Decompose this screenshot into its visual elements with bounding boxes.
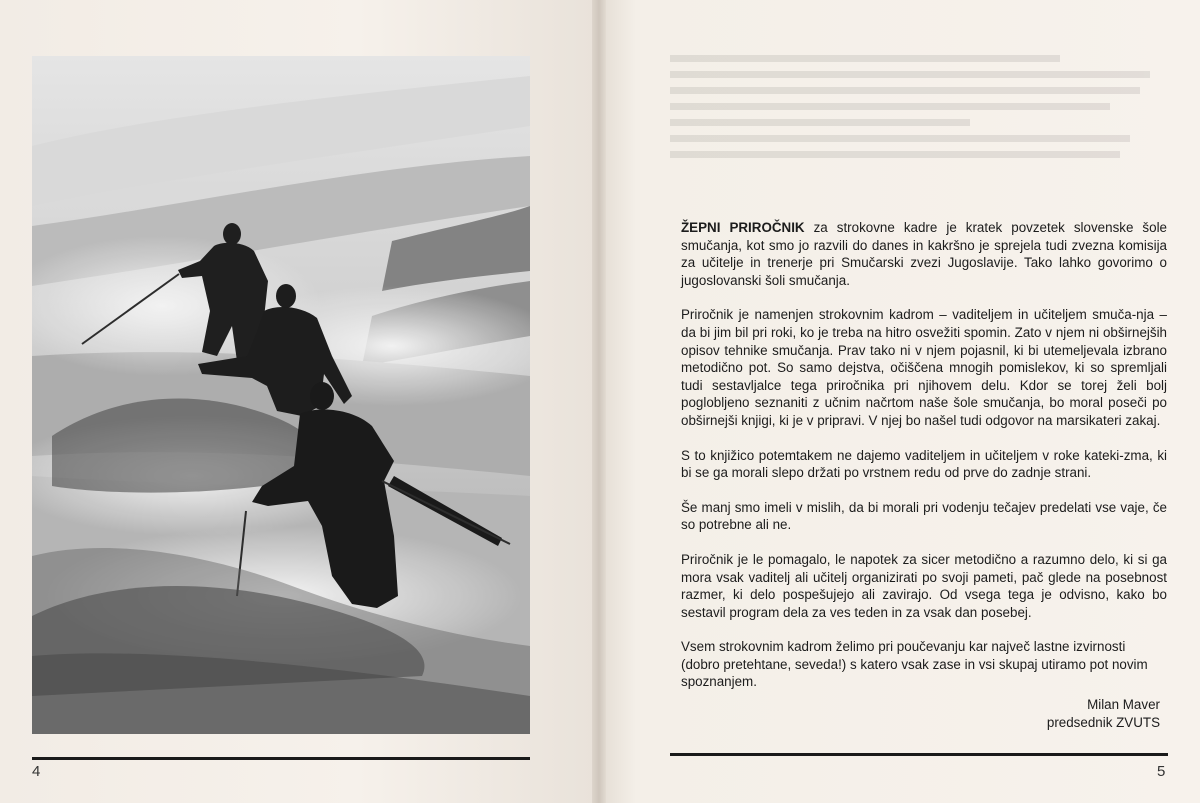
- signature-name: Milan Maver: [1087, 697, 1160, 712]
- left-page: [0, 0, 596, 803]
- paragraph-1: [681, 219, 1167, 289]
- book-gutter: [592, 0, 606, 803]
- paragraph-3: S to knjižico potemtakem ne dajemo vaditeljem in učiteljem v roke kateki-zma, ki bi se ga morali slepo držati po vrstnem redu od prve do zadnje strani.: [681, 447, 1167, 481]
- signature-role: predsednik ZVUTS: [1046, 715, 1160, 730]
- paragraph-4: Še manj smo imeli v mislih, da bi morali pri vodenju tečajev predelati vse vaje, če so potrebne ali ne.: [681, 499, 1167, 533]
- skiers-photo: [32, 56, 530, 734]
- paragraph-1-text: za strokovne kadre je kratek povzetek slovenske šole smučanja, kot smo jo razvili do danes in kakršno je sprejela tudi zvezna komisija za učitelje in trenerje pri Smučarski zvezi Jugoslavije. Tako lahko govorimo o jugoslovanski šoli smučanja.: [681, 220, 1167, 288]
- page-number-left: 4: [32, 763, 41, 780]
- page-number-right: 5: [1157, 763, 1166, 780]
- lead-title: ŽEPNI PRIROČNIK: [681, 220, 805, 235]
- paragraph-6: Vsem strokovnim kadrom želimo pri poučevanju kar največ lastne izvirnosti (dobro pretehtane, seveda!) s katero vsak zase in vsi skupaj utiramo pot novim spoznanjem.: [681, 639, 1148, 690]
- skiers-photo-illustration: [32, 56, 530, 734]
- paragraph-2: Priročnik je namenjen strokovnim kadrom – vaditeljem in učiteljem smuča-nja – da bi jim bil pri roki, ko je treba na hitro osvežiti spomin. Zato v njem ni obširnejših opisov tehnike smučanja. Prav tako ni v njem pojasnil, ki bi utemeljevala izbrano metodično pot. So samo dejstva, očiščena mnogih pomislekov, ki so spremljali tudi sestavljalce tega priročnika pri njihovem delu. Kdor se torej želi bolj poglobljeno seznaniti z učnim načrtom naše šole smučanja, bo moral poseči po obširnejši knjigi, ki je v pripravi. V njej bo našel tudi odgovor na marsikateri zakaj.: [681, 307, 1167, 428]
- show-through-text: [670, 55, 1170, 205]
- paragraph-5: Priročnik je le pomagalo, le napotek za sicer metodično a razumno delo, ki si ga mora vsak vaditelj ali učitelj organizirati po svoji pameti, pač glede na posebnost razmer, ki delo pospešujejo ali zavirajo. Od vsega tega je odvisno, kako bo sestavil program dela za ves teden in za vsak dan posebej.: [681, 551, 1167, 620]
- foreword-text: [681, 219, 1167, 694]
- bottom-rule-left: [32, 757, 530, 760]
- bottom-rule-right: [670, 753, 1168, 756]
